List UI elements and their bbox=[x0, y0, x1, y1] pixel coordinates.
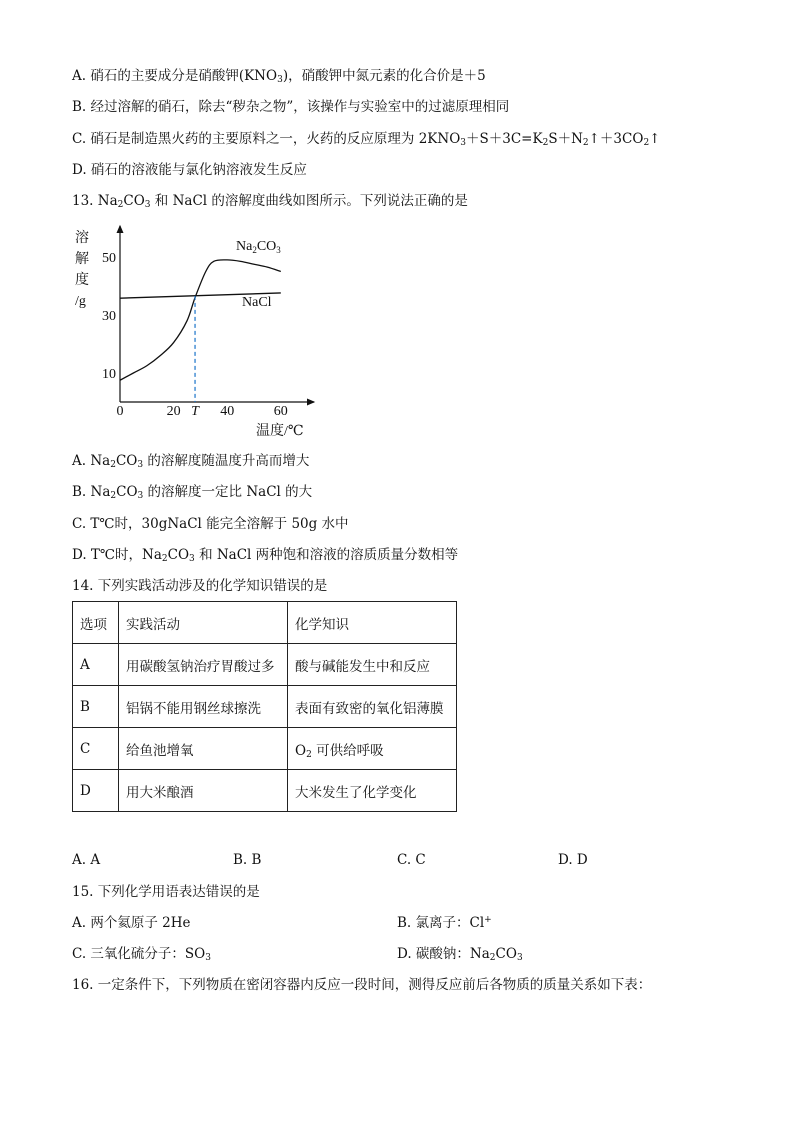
table-cell: D bbox=[73, 770, 119, 812]
table-header-cell: 实践活动 bbox=[119, 602, 288, 644]
x-axis-label: 温度/℃ bbox=[256, 424, 304, 439]
table-header-cell: 化学知识 bbox=[288, 602, 457, 644]
y-axis-label-char: 溶 bbox=[75, 231, 89, 246]
x-tick-label: T bbox=[191, 404, 199, 419]
y-axis-label bbox=[75, 229, 89, 309]
q14-option-a: A. A bbox=[72, 852, 101, 868]
q15-option-b: B. 氯离子：Cl+ bbox=[397, 915, 492, 931]
q12-option-c: C. 硝石是制造黑火药的主要原料之一，火药的反应原理为 $2KNO_3+S+3C=K_2S+N_2↑+3CO_2↑$ bbox=[72, 131, 661, 148]
y-tick-label: 30 bbox=[102, 309, 116, 324]
table-cell: $O_2$ 可供给呼吸 bbox=[288, 728, 457, 770]
q14-option-d: D. D bbox=[558, 852, 588, 868]
table-header-row bbox=[73, 602, 457, 644]
solubility-chart bbox=[66, 222, 326, 440]
table-cell: 大米发生了化学变化 bbox=[288, 770, 457, 812]
series-na2co3-line bbox=[120, 260, 281, 380]
table-cell: B bbox=[73, 686, 119, 728]
q12-option-d: D. 硝石的溶液能与氯化钠溶液发生反应 bbox=[72, 162, 307, 178]
x-tick-label: 20 bbox=[166, 404, 181, 419]
x-tick-label: 0 bbox=[116, 404, 124, 419]
q15-option-a: A. 两个氦原子 2He bbox=[72, 915, 191, 931]
q14-option-b: B. B bbox=[233, 852, 262, 868]
table-cell: 用大米酿酒 bbox=[119, 770, 288, 812]
q13-stem: 13. $Na_2CO_3$ 和 NaCl 的溶解度曲线如图所示。下列说法正确的是 bbox=[72, 193, 468, 210]
table-row bbox=[73, 686, 457, 728]
table-cell: 表面有致密的氧化铝薄膜 bbox=[288, 686, 457, 728]
table-cell: C bbox=[73, 728, 119, 770]
q13-option-a: A. $Na_2CO_3$ 的溶解度随温度升高而增大 bbox=[72, 453, 310, 470]
x-tick-label: 40 bbox=[220, 404, 235, 419]
y-tick-labels bbox=[102, 251, 116, 382]
q15-option-c: C. 三氧化硫分子：$SO_3$ bbox=[72, 946, 211, 963]
q15-stem: 15. 下列化学用语表达错误的是 bbox=[72, 884, 260, 900]
table-row bbox=[73, 644, 457, 686]
q12-option-a: A. 硝石的主要成分是硝酸钾$(KNO_3)$，硝酸钾中氮元素的化合价是＋5 bbox=[72, 68, 486, 85]
q15-option-d: D. 碳酸钠：$Na_2CO_3$ bbox=[397, 946, 523, 963]
table-row bbox=[73, 770, 457, 812]
q13-option-b: B. $Na_2CO_3$ 的溶解度一定比 NaCl 的大 bbox=[72, 484, 313, 501]
q14-option-c: C. C bbox=[397, 852, 426, 868]
y-axis-label-char: /g bbox=[75, 294, 86, 309]
table-cell: 给鱼池增氧 bbox=[119, 728, 288, 770]
series-nacl-label: NaCl bbox=[242, 295, 272, 310]
x-tick-labels bbox=[117, 404, 288, 419]
series-na2co3-label: $Na_2CO_3$ bbox=[236, 239, 281, 255]
table-cell: 铝锅不能用钢丝球擦洗 bbox=[119, 686, 288, 728]
q14-stem: 14. 下列实践活动涉及的化学知识错误的是 bbox=[72, 578, 328, 594]
q13-option-c: C. T℃时，30gNaCl 能完全溶解于 50g 水中 bbox=[72, 516, 349, 532]
q12-option-b: B. 经过溶解的硝石，除去“秽杂之物”，该操作与实验室中的过滤原理相同 bbox=[72, 99, 510, 115]
q14-table bbox=[72, 601, 457, 812]
table-cell: 用碳酸氢钠治疗胃酸过多 bbox=[119, 644, 288, 686]
q13-option-d: D. T℃时，$Na_2CO_3$ 和 NaCl 两种饱和溶液的溶质质量分数相等 bbox=[72, 547, 459, 564]
y-tick-label: 50 bbox=[102, 251, 116, 266]
y-axis-label-char: 解 bbox=[75, 252, 89, 267]
table-cell: A bbox=[73, 644, 119, 686]
x-tick-label: 60 bbox=[273, 404, 288, 419]
table-cell: 酸与碱能发生中和反应 bbox=[288, 644, 457, 686]
q16-stem: 16. 一定条件下，下列物质在密闭容器内反应一段时间，测得反应前后各物质的质量关系如下表： bbox=[72, 977, 652, 993]
table-row bbox=[73, 728, 457, 770]
y-axis-label-char: 度 bbox=[75, 273, 89, 288]
table-header-cell: 选项 bbox=[73, 602, 119, 644]
y-tick-label: 10 bbox=[102, 367, 116, 382]
